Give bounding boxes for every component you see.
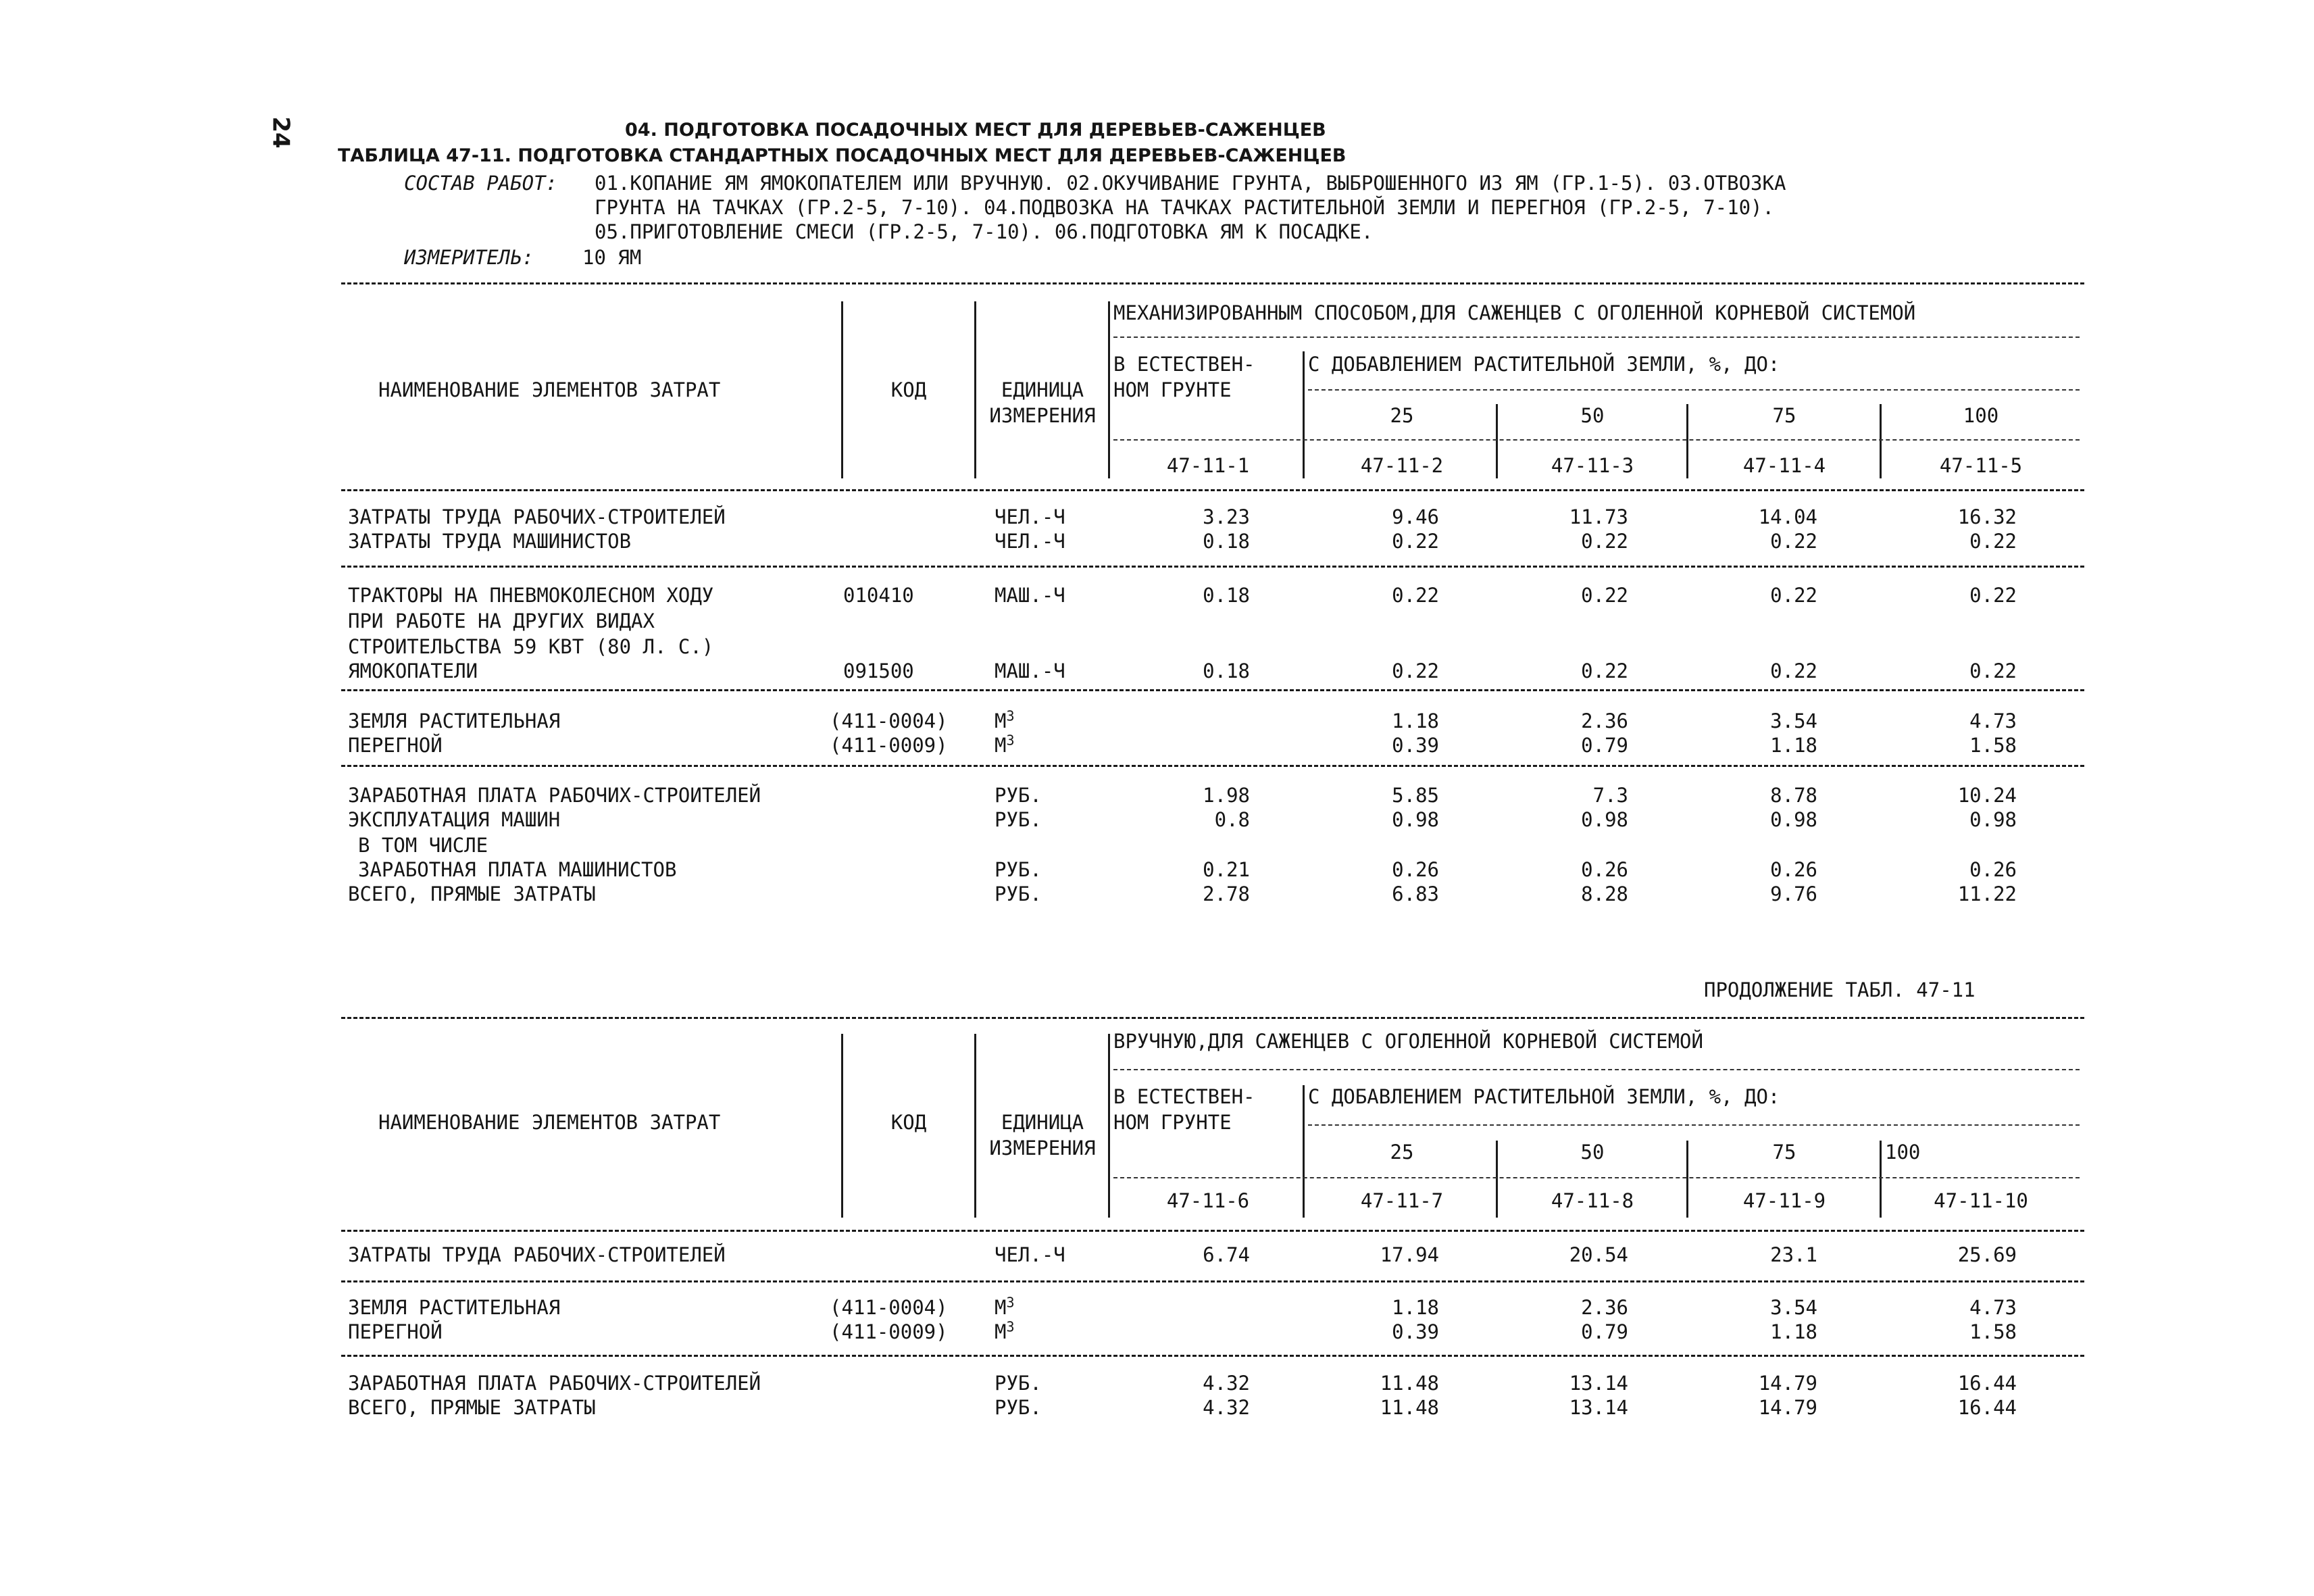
- row-unit: [995, 1296, 1015, 1319]
- group-rule: [341, 765, 2084, 767]
- row-value: 0.79: [1581, 734, 1628, 757]
- header-rule: [1308, 389, 2080, 391]
- row-value: 3.54: [1770, 709, 1817, 732]
- row-value: 1.18: [1392, 1296, 1439, 1319]
- row-name: В ТОМ ЧИСЛЕ: [358, 834, 488, 857]
- row-value: 11.48: [1380, 1396, 1439, 1419]
- page-number: 24: [267, 116, 295, 149]
- row-unit: [995, 659, 1065, 682]
- row-value: 4.32: [1203, 1396, 1250, 1419]
- row-value: 0.98: [1392, 808, 1439, 831]
- row-unit-text: РУБ.: [995, 858, 1042, 881]
- continuation-title: ПРОДОЛЖЕНИЕ ТАБЛ. 47-11: [1704, 978, 1976, 1001]
- unit-header-1: ЕДИНИЦА: [1001, 1111, 1084, 1134]
- row-unit: [995, 808, 1042, 831]
- pct-50: 50: [1580, 404, 1605, 427]
- row-name: ЗАТРАТЫ ТРУДА МАШИНИСТОВ: [348, 530, 632, 553]
- table-2-top-rule: [341, 1017, 2084, 1019]
- row-value: 0.22: [1581, 584, 1628, 607]
- row-value: 0.22: [1581, 659, 1628, 682]
- row-value: 3.54: [1770, 1296, 1817, 1319]
- row-unit: [995, 505, 1065, 528]
- row-value: 0.18: [1203, 584, 1250, 607]
- row-unit: [995, 530, 1065, 553]
- composition-line-3: 05.ПРИГОТОВЛЕНИЕ СМЕСИ (ГР.2-5, 7-10). 06.ПОДГОТОВКА ЯМ К ПОСАДКЕ.: [595, 220, 1374, 243]
- code-col-6: 47-11-6: [1166, 1189, 1250, 1212]
- row-value: 11.22: [1957, 882, 2017, 905]
- row-unit: [995, 858, 1042, 881]
- row-value: 0.98: [1581, 808, 1628, 831]
- table-title: ТАБЛИЦА 47-11. ПОДГОТОВКА СТАНДАРТНЫХ ПОСАДОЧНЫХ МЕСТ ДЛЯ ДЕРЕВЬЕВ-САЖЕНЦЕВ: [338, 145, 1347, 166]
- divider: [841, 301, 843, 478]
- row-value: 16.44: [1957, 1396, 2017, 1419]
- code-col-7: 47-11-7: [1360, 1189, 1444, 1212]
- row-unit-text: РУБ.: [995, 808, 1042, 831]
- row-value: 11.73: [1569, 505, 1628, 528]
- row-value: 0.26: [1581, 858, 1628, 881]
- natural-header-2: НОМ ГРУНТЕ: [1113, 378, 1232, 401]
- row-value: 0.22: [1770, 584, 1817, 607]
- divider: [974, 301, 976, 478]
- header-rule: [1113, 439, 2080, 441]
- row-value: 0.39: [1392, 734, 1439, 757]
- pct-100: 100: [1963, 404, 1999, 427]
- row-value: 23.1: [1770, 1243, 1817, 1266]
- header-rule: [1113, 1177, 2080, 1178]
- row-unit: [995, 1372, 1042, 1395]
- pct-25: 25: [1390, 1141, 1414, 1164]
- group-rule: [341, 566, 2084, 568]
- table-1-top-rule: [341, 282, 2084, 284]
- unit-header-1: ЕДИНИЦА: [1001, 378, 1084, 401]
- row-value: 0.8: [1214, 808, 1250, 831]
- row-value: 4.73: [1969, 709, 2017, 732]
- row-value: 0.22: [1770, 659, 1817, 682]
- unit-exponent: 3: [1006, 732, 1015, 749]
- composition-line-1: 01.КОПАНИЕ ЯМ ЯМОКОПАТЕЛЕМ ИЛИ ВРУЧНУЮ. 02.ОКУЧИВАНИЕ ГРУНТА, ВЫБРОШЕННОГО ИЗ ЯМ (ГР.1-5). 03.ОТВОЗКА: [595, 172, 1786, 195]
- code-header: КОД: [890, 378, 927, 401]
- code-col-9: 47-11-9: [1742, 1189, 1826, 1212]
- divider: [1303, 1085, 1305, 1218]
- measure-value: 10 ЯМ: [582, 246, 642, 269]
- row-value: 9.76: [1770, 882, 1817, 905]
- divider: [1880, 1141, 1882, 1218]
- row-code: (411-0009): [830, 734, 948, 757]
- code-col-5: 47-11-5: [1939, 454, 2023, 477]
- row-code: (411-0004): [830, 1296, 948, 1319]
- group-rule: [341, 1355, 2084, 1357]
- divider: [1303, 351, 1305, 478]
- row-unit-text: РУБ.: [995, 1396, 1042, 1419]
- row-name: ЗЕМЛЯ РАСТИТЕЛЬНАЯ: [348, 1296, 561, 1319]
- code-col-3: 47-11-3: [1551, 454, 1634, 477]
- code-header: КОД: [890, 1111, 927, 1134]
- added-header: С ДОБАВЛЕНИЕМ РАСТИТЕЛЬНОЙ ЗЕМЛИ, %, ДО:: [1308, 1085, 1780, 1108]
- composition-line-2: ГРУНТА НА ТАЧКАХ (ГР.2-5, 7-10). 04.ПОДВОЗКА НА ТАЧКАХ РАСТИТЕЛЬНОЙ ЗЕМЛИ И ПЕРЕГНОЯ (ГР.2-5, 7-10).: [595, 196, 1774, 219]
- row-name: ЗЕМЛЯ РАСТИТЕЛЬНАЯ: [348, 709, 561, 732]
- unit-header-2: ИЗМЕРЕНИЯ: [989, 404, 1096, 427]
- row-value: 0.26: [1969, 858, 2017, 881]
- row-unit: [995, 734, 1015, 757]
- row-value: 0.22: [1392, 659, 1439, 682]
- group-header: МЕХАНИЗИРОВАННЫМ СПОСОБОМ,ДЛЯ САЖЕНЦЕВ С ОГОЛЕННОЙ КОРНЕВОЙ СИСТЕМОЙ: [1113, 301, 1916, 324]
- row-value: 1.18: [1770, 1320, 1817, 1343]
- pct-50: 50: [1580, 1141, 1605, 1164]
- pct-100: 100: [1885, 1141, 1921, 1164]
- group-rule: [341, 689, 2084, 691]
- row-value: 10.24: [1957, 784, 2017, 807]
- divider: [1496, 1141, 1498, 1218]
- row-value: 16.44: [1957, 1372, 2017, 1395]
- row-unit-text: РУБ.: [995, 784, 1042, 807]
- row-value: 0.22: [1969, 530, 2017, 553]
- section-title: 04. ПОДГОТОВКА ПОСАДОЧНЫХ МЕСТ ДЛЯ ДЕРЕВЬЕВ-САЖЕНЦЕВ: [625, 120, 1326, 141]
- row-unit-text: ЧЕЛ.-Ч: [995, 1243, 1065, 1266]
- row-name: ПЕРЕГНОЙ: [348, 734, 443, 757]
- pct-75: 75: [1772, 404, 1796, 427]
- row-value: 0.22: [1969, 584, 2017, 607]
- row-code: 091500: [843, 659, 914, 682]
- row-unit: [995, 1320, 1015, 1343]
- row-value: 17.94: [1380, 1243, 1439, 1266]
- row-value: 14.79: [1758, 1372, 1817, 1395]
- row-unit: [995, 882, 1042, 905]
- row-name: ЗАРАБОТНАЯ ПЛАТА МАШИНИСТОВ: [358, 858, 677, 881]
- row-value: 8.28: [1581, 882, 1628, 905]
- row-value: 0.22: [1770, 530, 1817, 553]
- row-unit-text: МАШ.-Ч: [995, 659, 1065, 682]
- row-value: 8.78: [1770, 784, 1817, 807]
- row-name: ЗАТРАТЫ ТРУДА РАБОЧИХ-СТРОИТЕЛЕЙ: [348, 1243, 726, 1266]
- row-value: 0.22: [1392, 584, 1439, 607]
- row-name: ТРАКТОРЫ НА ПНЕВМОКОЛЕСНОМ ХОДУ: [348, 584, 714, 607]
- row-unit-text: ЧЕЛ.-Ч: [995, 505, 1065, 528]
- header-rule: [1308, 1124, 2080, 1126]
- divider: [841, 1034, 843, 1218]
- row-code: 010410: [843, 584, 914, 607]
- group-rule: [341, 1280, 2084, 1282]
- row-value: 16.32: [1957, 505, 2017, 528]
- divider: [1496, 404, 1498, 478]
- row-unit-text: М: [995, 1320, 1007, 1343]
- row-unit: [995, 1396, 1042, 1419]
- row-value: 14.79: [1758, 1396, 1817, 1419]
- row-value: 20.54: [1569, 1243, 1628, 1266]
- row-name: ЭКСПЛУАТАЦИЯ МАШИН: [348, 808, 561, 831]
- divider: [1108, 1034, 1110, 1218]
- header-rule: [1113, 1069, 2080, 1070]
- row-name: ЗАТРАТЫ ТРУДА РАБОЧИХ-СТРОИТЕЛЕЙ: [348, 505, 726, 528]
- row-value: 0.21: [1203, 858, 1250, 881]
- row-value: 6.74: [1203, 1243, 1250, 1266]
- row-name: ВСЕГО, ПРЯМЫЕ ЗАТРАТЫ: [348, 882, 596, 905]
- natural-header-2: НОМ ГРУНТЕ: [1113, 1111, 1232, 1134]
- code-col-8: 47-11-8: [1551, 1189, 1634, 1212]
- code-col-1: 47-11-1: [1166, 454, 1250, 477]
- row-unit: [995, 1243, 1065, 1266]
- row-value: 13.14: [1569, 1372, 1628, 1395]
- row-value: 3.23: [1203, 505, 1250, 528]
- row-unit-text: МАШ.-Ч: [995, 584, 1065, 607]
- code-col-4: 47-11-4: [1742, 454, 1826, 477]
- unit-exponent: 3: [1006, 1318, 1015, 1335]
- row-unit-text: РУБ.: [995, 1372, 1042, 1395]
- row-value: 11.48: [1380, 1372, 1439, 1395]
- row-unit-text: М: [995, 709, 1007, 732]
- divider: [1108, 301, 1110, 478]
- header-bottom-rule: [341, 489, 2084, 491]
- row-value: 0.98: [1969, 808, 2017, 831]
- composition-label: СОСТАВ РАБОТ:: [404, 172, 557, 195]
- row-unit: [995, 584, 1065, 607]
- row-value: 1.58: [1969, 1320, 2017, 1343]
- header-rule: [1113, 336, 2080, 338]
- row-value: 0.26: [1770, 858, 1817, 881]
- row-value: 25.69: [1957, 1243, 2017, 1266]
- unit-exponent: 3: [1006, 707, 1015, 724]
- row-value: 1.18: [1770, 734, 1817, 757]
- row-value: 4.32: [1203, 1372, 1250, 1395]
- added-header: С ДОБАВЛЕНИЕМ РАСТИТЕЛЬНОЙ ЗЕМЛИ, %, ДО:: [1308, 353, 1780, 376]
- row-unit-text: ЧЕЛ.-Ч: [995, 530, 1065, 553]
- row-value: 0.22: [1969, 659, 2017, 682]
- row-value: 0.39: [1392, 1320, 1439, 1343]
- natural-header-1: В ЕСТЕСТВЕН-: [1113, 353, 1255, 376]
- divider: [1686, 404, 1688, 478]
- row-value: 7.3: [1592, 784, 1628, 807]
- row-unit: [995, 709, 1015, 732]
- code-col-2: 47-11-2: [1360, 454, 1444, 477]
- row-value: 1.98: [1203, 784, 1250, 807]
- row-value: 2.78: [1203, 882, 1250, 905]
- pct-75: 75: [1772, 1141, 1796, 1164]
- row-name: СТРОИТЕЛЬСТВА 59 КВТ (80 Л. С.): [348, 635, 714, 658]
- row-value: 2.36: [1581, 709, 1628, 732]
- row-name: ЗАРАБОТНАЯ ПЛАТА РАБОЧИХ-СТРОИТЕЛЕЙ: [348, 784, 761, 807]
- row-value: 0.26: [1392, 858, 1439, 881]
- row-code: (411-0004): [830, 709, 948, 732]
- row-value: 13.14: [1569, 1396, 1628, 1419]
- row-code: (411-0009): [830, 1320, 948, 1343]
- code-col-10: 47-11-10: [1934, 1189, 2028, 1212]
- row-unit-text: М: [995, 734, 1007, 757]
- row-name: ПЕРЕГНОЙ: [348, 1320, 443, 1343]
- measure-label: ИЗМЕРИТЕЛЬ:: [404, 246, 534, 269]
- row-value: 4.73: [1969, 1296, 2017, 1319]
- divider: [1880, 404, 1882, 478]
- unit-exponent: 3: [1006, 1294, 1015, 1311]
- name-header: НАИМЕНОВАНИЕ ЭЛЕМЕНТОВ ЗАТРАТ: [378, 1111, 721, 1134]
- divider: [1686, 1141, 1688, 1218]
- row-value: 1.18: [1392, 709, 1439, 732]
- pct-25: 25: [1390, 404, 1414, 427]
- row-unit: [995, 784, 1042, 807]
- row-value: 6.83: [1392, 882, 1439, 905]
- row-value: 2.36: [1581, 1296, 1628, 1319]
- row-value: 0.79: [1581, 1320, 1628, 1343]
- row-value: 1.58: [1969, 734, 2017, 757]
- row-name: ПРИ РАБОТЕ НА ДРУГИХ ВИДАХ: [348, 609, 655, 632]
- row-value: 0.18: [1203, 659, 1250, 682]
- unit-header-2: ИЗМЕРЕНИЯ: [989, 1137, 1096, 1159]
- row-value: 0.22: [1581, 530, 1628, 553]
- row-value: 9.46: [1392, 505, 1439, 528]
- row-name: ЯМОКОПАТЕЛИ: [348, 659, 478, 682]
- group-header: ВРУЧНУЮ,ДЛЯ САЖЕНЦЕВ С ОГОЛЕННОЙ КОРНЕВОЙ СИСТЕМОЙ: [1113, 1030, 1703, 1053]
- row-value: 5.85: [1392, 784, 1439, 807]
- divider: [974, 1034, 976, 1218]
- row-value: 0.22: [1392, 530, 1439, 553]
- row-value: 0.98: [1770, 808, 1817, 831]
- header-bottom-rule: [341, 1230, 2084, 1232]
- row-unit-text: РУБ.: [995, 882, 1042, 905]
- row-name: ВСЕГО, ПРЯМЫЕ ЗАТРАТЫ: [348, 1396, 596, 1419]
- row-value: 0.18: [1203, 530, 1250, 553]
- natural-header-1: В ЕСТЕСТВЕН-: [1113, 1085, 1255, 1108]
- row-unit-text: М: [995, 1296, 1007, 1319]
- row-value: 14.04: [1758, 505, 1817, 528]
- name-header: НАИМЕНОВАНИЕ ЭЛЕМЕНТОВ ЗАТРАТ: [378, 378, 721, 401]
- row-name: ЗАРАБОТНАЯ ПЛАТА РАБОЧИХ-СТРОИТЕЛЕЙ: [348, 1372, 761, 1395]
